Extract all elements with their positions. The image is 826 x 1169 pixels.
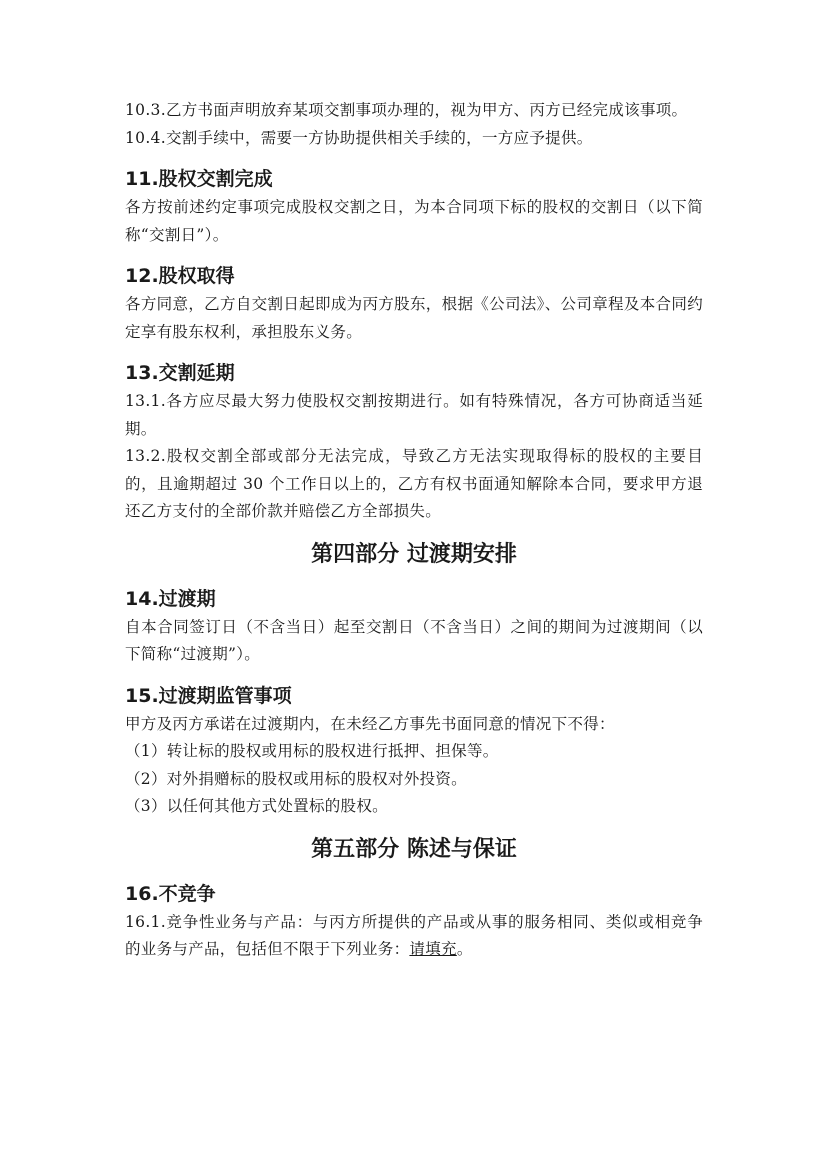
fill-in-placeholder[interactable]: 请填充 [409, 940, 457, 958]
section-12-text: 各方同意，乙方自交割日起即成为丙方股东，根据《公司法》、公司章程及本合同约定享有股东权利，承担股东义务。 [125, 295, 703, 341]
clause-13-2: 13.2.股权交割全部或部分无法完成，导致乙方无法实现取得标的股权的主要目的，且逾期超过 30 个工作日以上的，乙方有权书面通知解除本合同，要求甲方退还乙方支付的全部价款并赔偿乙方全部损失。 [125, 447, 703, 520]
clause-10-4: 10.4.交割手续中，需要一方协助提供相关手续的，一方应予提供。 [125, 128, 593, 147]
section-heading-14: 14.过渡期 [125, 587, 216, 610]
list-item: （2）对外捐赠标的股权或用标的股权对外投资。 [125, 769, 467, 788]
section-15-text: 甲方及丙方承诺在过渡期内，在未经乙方事先书面同意的情况下不得： [125, 714, 615, 733]
section-heading-11: 11.股权交割完成 [125, 168, 273, 190]
section-heading-15: 15.过渡期监管事项 [125, 684, 292, 707]
clause-10-3: 10.3.乙方书面声明放弃某项交割事项办理的，视为甲方、丙方已经完成该事项。 [125, 101, 688, 119]
list-item: （1）转让标的股权或用标的股权进行抵押、担保等。 [125, 742, 499, 760]
list-item: （3）以任何其他方式处置标的股权。 [125, 797, 388, 815]
section-14-text: 自本合同签订日（不含当日）起至交割日（不含当日）之间的期间为过渡期间（以下简称“过渡期”）。 [125, 617, 703, 663]
part-four-title: 第四部分 过渡期安排 [311, 541, 517, 567]
section-heading-16: 16.不竞争 [125, 882, 216, 905]
document-page [125, 97, 703, 964]
clause-16-1-end: 。 [456, 940, 473, 958]
clause-16-1-text: 16.1.竞争性业务与产品：与丙方所提供的产品或从事的服务相同、类似或相竞争的业务与产品，包括但不限于下列业务： [125, 912, 703, 958]
part-five-title: 第五部分 陈述与保证 [311, 836, 517, 862]
section-heading-13: 13.交割延期 [125, 362, 235, 384]
section-11-text: 各方按前述约定事项完成股权交割之日，为本合同项下标的股权的交割日（以下简称“交割日”）。 [125, 198, 703, 244]
section-heading-12: 12.股权取得 [125, 265, 235, 287]
clause-13-1: 13.1.各方应尽最大努力使股权交割按期进行。如有特殊情况，各方可协商适当延期。 [125, 392, 703, 438]
clause-16-1 [125, 909, 703, 964]
